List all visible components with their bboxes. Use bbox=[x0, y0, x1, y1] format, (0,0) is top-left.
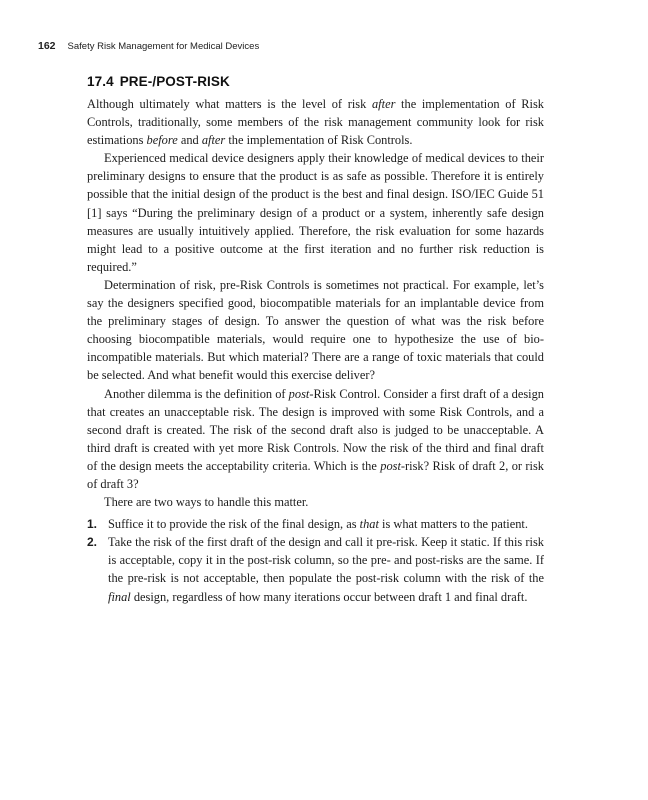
paragraph: Although ultimately what matters is the level of risk after the implementation of Risk Controls, traditionally, some members of the risk management community look for risk estimations before and after the implementation of Risk Controls. bbox=[87, 97, 545, 148]
running-head bbox=[38, 40, 259, 52]
paragraph: Another dilemma is the definition of post-Risk Control. Consider a first draft of a design that creates an unacceptable risk. The design is improved with some Risk Controls, and a second draft is created. The risk of the second draft also is judged to be unacceptable. A third draft is created with yet more Risk Controls. Now the risk of the third and final draft of the design meets the acceptability criteria. Which is the post-risk? Risk of draft 2, or risk of draft 3? bbox=[87, 386, 544, 491]
body-text bbox=[87, 95, 544, 606]
paragraph: Experienced medical device designers apply their knowledge of medical devices to their preliminary designs to ensure that the product is as safe as possible. Therefore it is entirely possible that the initial design of the product is the best and final design. ISO/IEC Guide 51 [1] says “During the preliminary design of a product or a system, inherently safe design measures are usually intuitively applied. Therefore, the risk evaluation for some hazards might lead to a positive outcome at the first iteration and no further risk reduction is required.” bbox=[87, 151, 544, 274]
paragraph: Determination of risk, pre-Risk Controls is sometimes not practical. For example, let’s say the designers specified good, biocompatible materials for an implantable device from the preliminary stages of design. To answer the question of what was the risk before choosing biocompatible materials, would require one to hypothesize the use of bio-incompatible materials. But which material? There are a range of toxic materials that could be selected. And what benefit would this exercise deliver? bbox=[87, 277, 544, 383]
list-item-text: Take the risk of the first draft of the design and call it pre-risk. Keep it static. If this risk is acceptable, copy it in the post-risk column, so the pre- and post-risks are the same. If the pre-risk is not acceptable, then populate the post-risk column with the risk of the final design, regardless of how many iterations occur between draft 1 and final draft. bbox=[108, 535, 544, 604]
section-heading bbox=[87, 74, 230, 89]
numbered-list bbox=[87, 515, 544, 605]
list-item-text: Suffice it to provide the risk of the final design, as that is what matters to the patient. bbox=[108, 517, 528, 532]
page-number: 162 bbox=[38, 40, 56, 52]
list-item bbox=[87, 533, 544, 605]
list-marker: 1. bbox=[87, 517, 98, 532]
paragraph: There are two ways to handle this matter. bbox=[104, 495, 309, 510]
list-marker: 2. bbox=[87, 535, 98, 550]
list-item bbox=[87, 515, 544, 533]
section-number: 17.4 bbox=[87, 74, 114, 89]
book-title: Safety Risk Management for Medical Devices bbox=[67, 41, 260, 52]
section-title: PRE-/POST-RISK bbox=[119, 74, 230, 89]
